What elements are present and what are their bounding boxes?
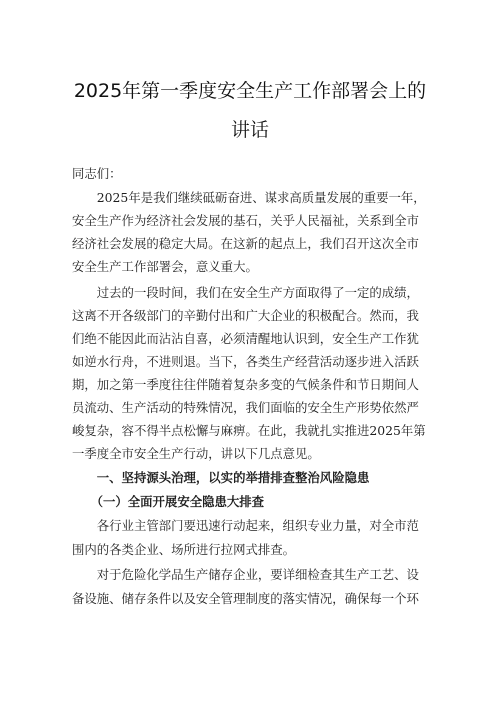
document-title-line-2: 讲话 [230,119,269,141]
paragraph-line: 这离不开各级部门的辛勤付出和广大企业的积极配合。然而，我 [72,308,419,323]
document-title-line-1: 2025年第一季度安全生产工作部署会上的 [73,80,427,102]
paragraph-line: 备设施、储存条件以及安全管理制度的落实情况，确保每一个环 [72,591,419,606]
section-heading: 一、坚持源头治理，以实的举措排查整治风险隐患 [72,470,370,485]
paragraph-line: 2025年是我们继续砥砺奋进、谋求高质量发展的重要一年， [72,190,426,205]
paragraph-line: 各行业主管部门要迅速行动起来，组织专业力量，对全市范 [72,518,419,533]
salutation: 同志们： [72,166,122,181]
paragraph-line: 峻复杂，容不得半点松懈与麻痹。在此，我就扎实推进2025年第 [72,423,426,438]
paragraph-line: 安全生产工作部署会，意义重大。 [72,259,258,274]
paragraph-line: 过去的一段时间，我们在安全生产方面取得了一定的成绩， [72,285,419,300]
paragraph-line: 围内的各类企业、场所进行拉网式排查。 [72,542,296,557]
paragraph-line: 安全生产作为经济社会发展的基石，关乎人民福祉，关系到全市 [72,213,419,228]
subsection-heading: （一）全面开展安全隐患大排查 [72,494,265,509]
paragraph-line: 一季度全市安全生产行动，讲以下几点意见。 [72,446,320,461]
paragraph-line: 对于危险化学品生产储存企业，要详细检查其生产工艺、设 [72,567,419,582]
paragraph-line: 如逆水行舟，不进则退。当下，各类生产经营活动逐步进入活跃 [72,354,419,369]
paragraph-line: 员流动、生产活动的特殊情况，我们面临的安全生产形势依然严 [72,400,419,415]
paragraph-line: 经济社会发展的稳定大局。在这新的起点上，我们召开这次全市 [72,236,419,251]
paragraph-line: 期，加之第一季度往往伴随着复杂多变的气候条件和节日期间人 [72,377,419,392]
paragraph-line: 们绝不能因此而沾沾自喜，必须清醒地认识到，安全生产工作犹 [72,331,419,346]
